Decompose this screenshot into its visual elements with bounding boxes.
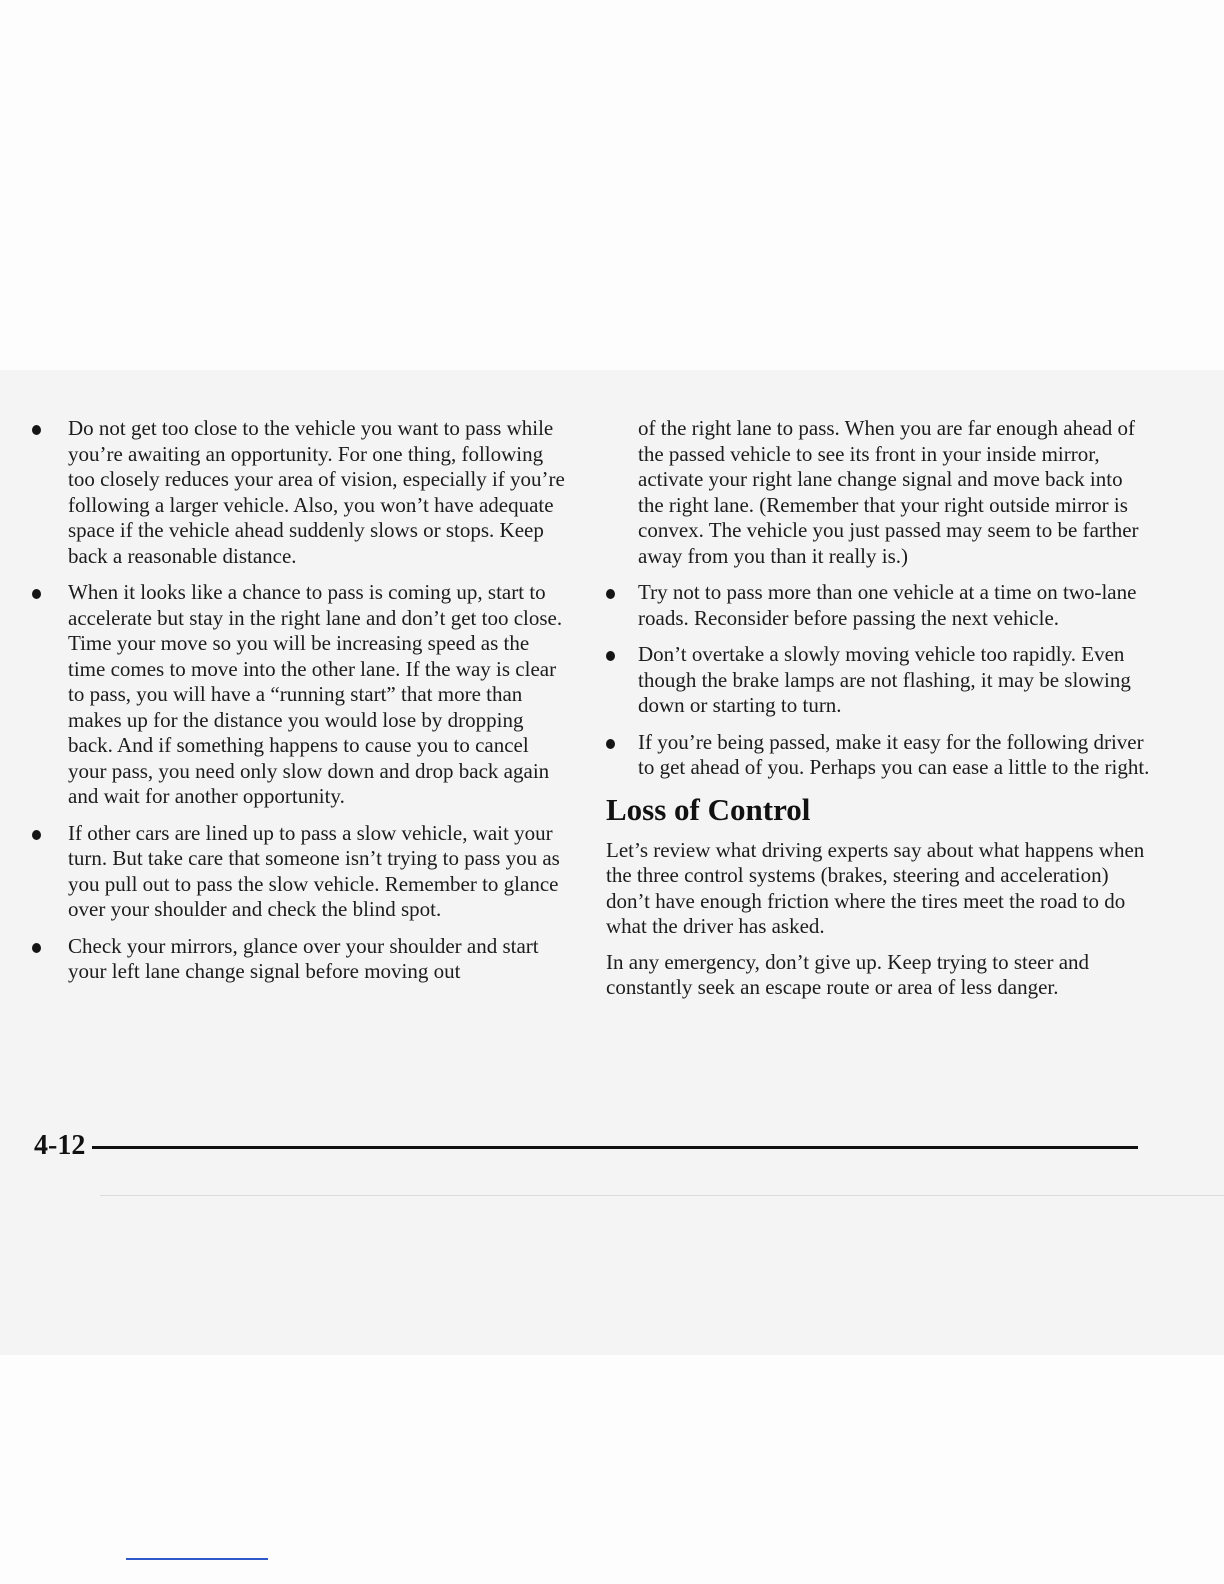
bullet-icon	[606, 651, 615, 661]
left-column	[30, 416, 570, 996]
page-footer	[34, 1128, 1138, 1164]
bullet-icon	[32, 830, 41, 840]
passing-tips-list-continued	[612, 580, 1152, 781]
list-item	[612, 642, 1152, 719]
paragraph: In any emergency, don’t give up. Keep trying to steer and constantly seek an escape route or area of less danger.	[606, 949, 1090, 999]
right-column	[606, 416, 1152, 1011]
list-item	[30, 416, 570, 569]
list-item-text: Do not get too close to the vehicle you want to pass while you’re awaiting an opportunity. For one thing, following too closely reduces your area of vision, especially if you’re following a larger vehicle. Also, you won’t have adequate space if the vehicle ahead suddenly slows or stops. Keep back a reasonable distance.	[68, 416, 565, 568]
bullet-continuation-text: of the right lane to pass. When you are far enough ahead of the passed vehicle to see its front in your inside mirror, activate your right lane change signal and move back into the right lane. (Remember that your right outside mirror is convex. The vehicle you just passed may seem to be farther away from you than it really is.)	[638, 416, 1139, 568]
bullet-icon	[606, 739, 615, 749]
list-item-text: Try not to pass more than one vehicle at a time on two-lane roads. Reconsider before passing the next vehicle.	[638, 580, 1137, 630]
page-number: 4-12	[34, 1130, 86, 1161]
footer-rule	[92, 1146, 1138, 1149]
bullet-icon	[606, 589, 615, 599]
section-heading: Loss of Control	[606, 791, 811, 827]
list-item	[612, 580, 1152, 631]
list-item-text: Check your mirrors, glance over your shoulder and start your left lane change signal before moving out	[68, 933, 539, 983]
list-item	[30, 934, 570, 985]
bullet-icon	[32, 589, 41, 599]
list-item	[612, 730, 1152, 781]
passing-tips-list	[30, 416, 570, 985]
bullet-icon	[32, 943, 41, 953]
paragraph: Let’s review what driving experts say about what happens when the three control systems (brakes, steering and acceleration) don’t have enough friction where the tires meet the road to do what the driver has asked.	[606, 837, 1145, 938]
list-item-text: When it looks like a chance to pass is coming up, start to accelerate but stay in the right lane and don’t get too close. Time your move so you will be increasing speed as the time comes to move into the other lane. If the way is clear to pass, you will have a “running start” that more than makes up for the distance you would lose by dropping back. And if something happens to cause you to cancel your pass, you need only slow down and drop back again and wait for another opportunity.	[68, 580, 563, 808]
list-item-text: Don’t overtake a slowly moving vehicle too rapidly. Even though the brake lamps are not flashing, it may be slowing down or starting to turn.	[638, 642, 1131, 717]
bullet-icon	[32, 425, 41, 435]
list-item	[30, 821, 570, 923]
list-item	[30, 580, 570, 810]
list-item-text: If you’re being passed, make it easy for the following driver to get ahead of you. Perhaps you can ease a little to the right.	[638, 729, 1150, 779]
link-underline	[126, 1558, 268, 1560]
scan-artifact-line	[100, 1195, 1224, 1196]
list-item-text: If other cars are lined up to pass a slow vehicle, wait your turn. But take care that someone isn’t trying to pass you as you pull out to pass the slow vehicle. Remember to glance over your shoulder and check the blind spot.	[68, 820, 560, 921]
